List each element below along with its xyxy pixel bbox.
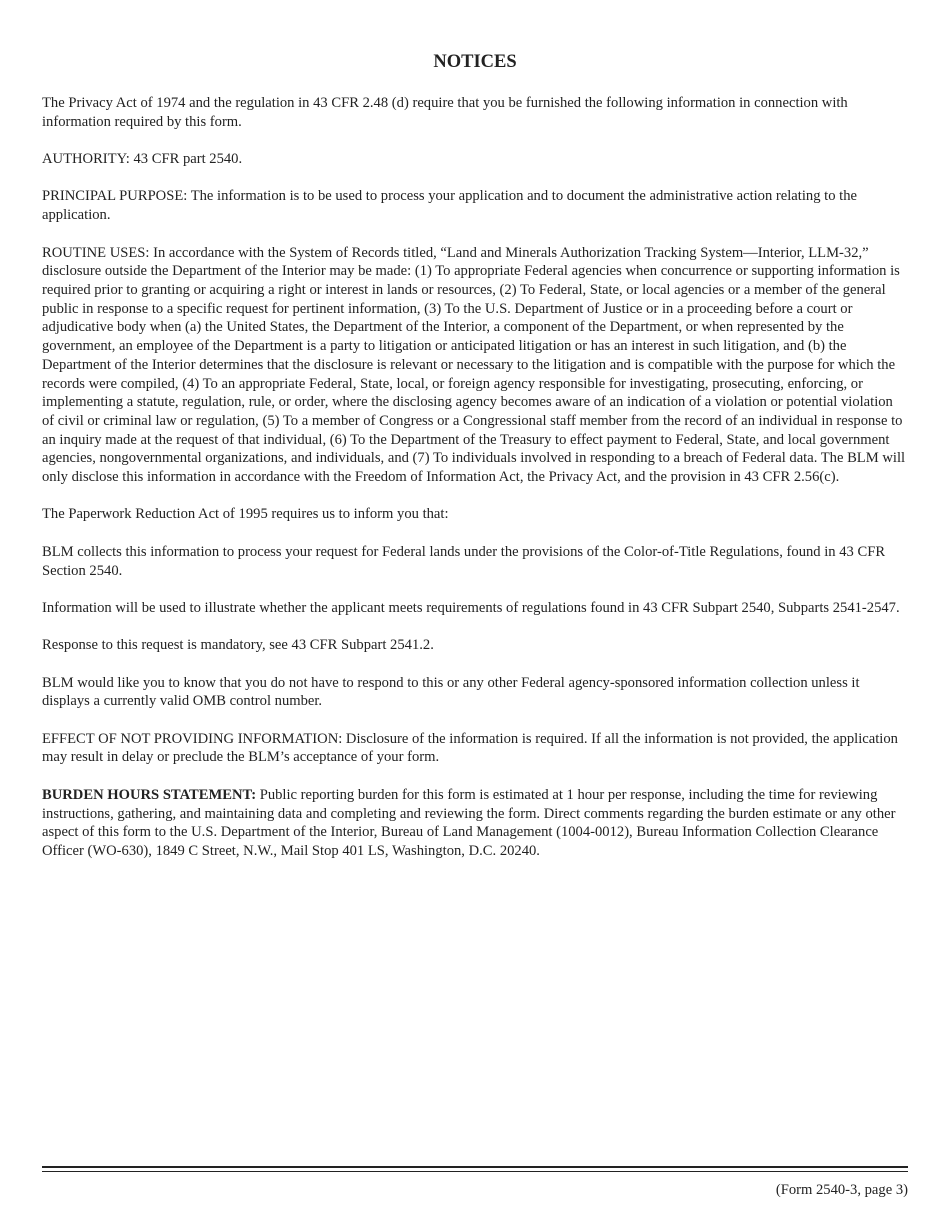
- blm-collects-paragraph: BLM collects this information to process your request for Federal lands under the provisions of the Color-of-Title Regulations, found in 43 CFR Section 2540.: [42, 543, 886, 579]
- information-used-paragraph: Information will be used to illustrate whether the applicant meets requirements of regulations found in 43 CFR Subpart 2540, Subparts 2541-2547.: [42, 599, 900, 616]
- authority-paragraph: AUTHORITY: 43 CFR part 2540.: [42, 151, 243, 168]
- burden-hours-heading: BURDEN HOURS STATEMENT:: [42, 786, 257, 803]
- burden-hours-text: Public reporting burden for this form is estimated at 1 hour per response, including the time for reviewing instructions, gathering, and maintaining data and completing and reviewing the form. Direct comments regarding the burden estimate or any other aspect of this form to the U.S. Department of the Interior, Bureau of Land Management (1004-0012), Bureau Information Collection Clearance Officer (WO-630), 1849 C Street, N.W., Mail Stop 401 LS, Washington, D.C. 20240.: [42, 786, 896, 859]
- paperwork-act-paragraph: The Paperwork Reduction Act of 1995 requires us to inform you that:: [42, 506, 449, 523]
- form-page-footer: (Form 2540-3, page 3): [775, 1182, 908, 1198]
- notices-body: [42, 94, 908, 879]
- privacy-act-paragraph: The Privacy Act of 1974 and the regulation in 43 CFR 2.48 (d) require that you be furnished the following information in connection with information required by this form.: [42, 95, 848, 130]
- principal-purpose-paragraph: PRINCIPAL PURPOSE: The information is to be used to process your application and to document the administrative action relating to the application.: [42, 188, 857, 224]
- footer-rule-thin: [42, 1171, 908, 1172]
- response-mandatory-paragraph: Response to this request is mandatory, see 43 CFR Subpart 2541.2.: [42, 637, 434, 654]
- burden-hours-paragraph: [42, 786, 908, 861]
- footer-rule-thick: [42, 1166, 908, 1168]
- effect-of-not-providing-paragraph: EFFECT OF NOT PROVIDING INFORMATION: Disclosure of the information is required. If all the information is not provided, the application may result in delay or preclude the BLM’s acceptance of your form.: [42, 730, 898, 766]
- routine-uses-paragraph: ROUTINE USES: In accordance with the System of Records titled, “Land and Minerals Authorization Tracking System—Interior, LLM-32,” disclosure outside the Department of the Interior may be made: (1) To appropriate Federal agencies when concurrence or supporting information is required prior to granting or acquiring a right or interest in lands or resources, (2) To Federal, State, or local agencies or a member of the general public in response to a specific request for pertinent information, (3) To the U.S. Department of Justice or in a proceeding before a court or adjudicative body when (a) the United States, the Department of the Interior, a component of the Department, or when represented by the government, an employee of the Department is a party to litigation or anticipated litigation or has an interest in such litigation, and (b) the Department of the Interior determines that the disclosure is relevant or necessary to the litigation and is compatible with the purpose for which the records were compiled, (4) To an appropriate Federal, State, local, or foreign agency responsible for investigating, prosecuting, enforcing, or implementing a statute, regulation, rule, or order, where the disclosing agency becomes aware of an indication of a violation or potential violation of civil or criminal law or regulation, (5) To a member of Congress or a Congressional staff member from the record of an individual in response to an inquiry made at the request of that individual, (6) To the Department of the Treasury to effect payment to Federal, State, and local government agencies, nongovernmental organizations, and individuals, and (7) To individuals involved in responding to a breach of Federal data. The BLM will only disclose this information in accordance with the Freedom of Information Act, the Privacy Act, and the provision in 43 CFR 2.56(c).: [42, 244, 906, 486]
- page-title: NOTICES: [433, 52, 517, 72]
- omb-notice-paragraph: BLM would like you to know that you do not have to respond to this or any other Federal agency-sponsored information collection unless it displays a currently valid OMB control number.: [42, 674, 860, 710]
